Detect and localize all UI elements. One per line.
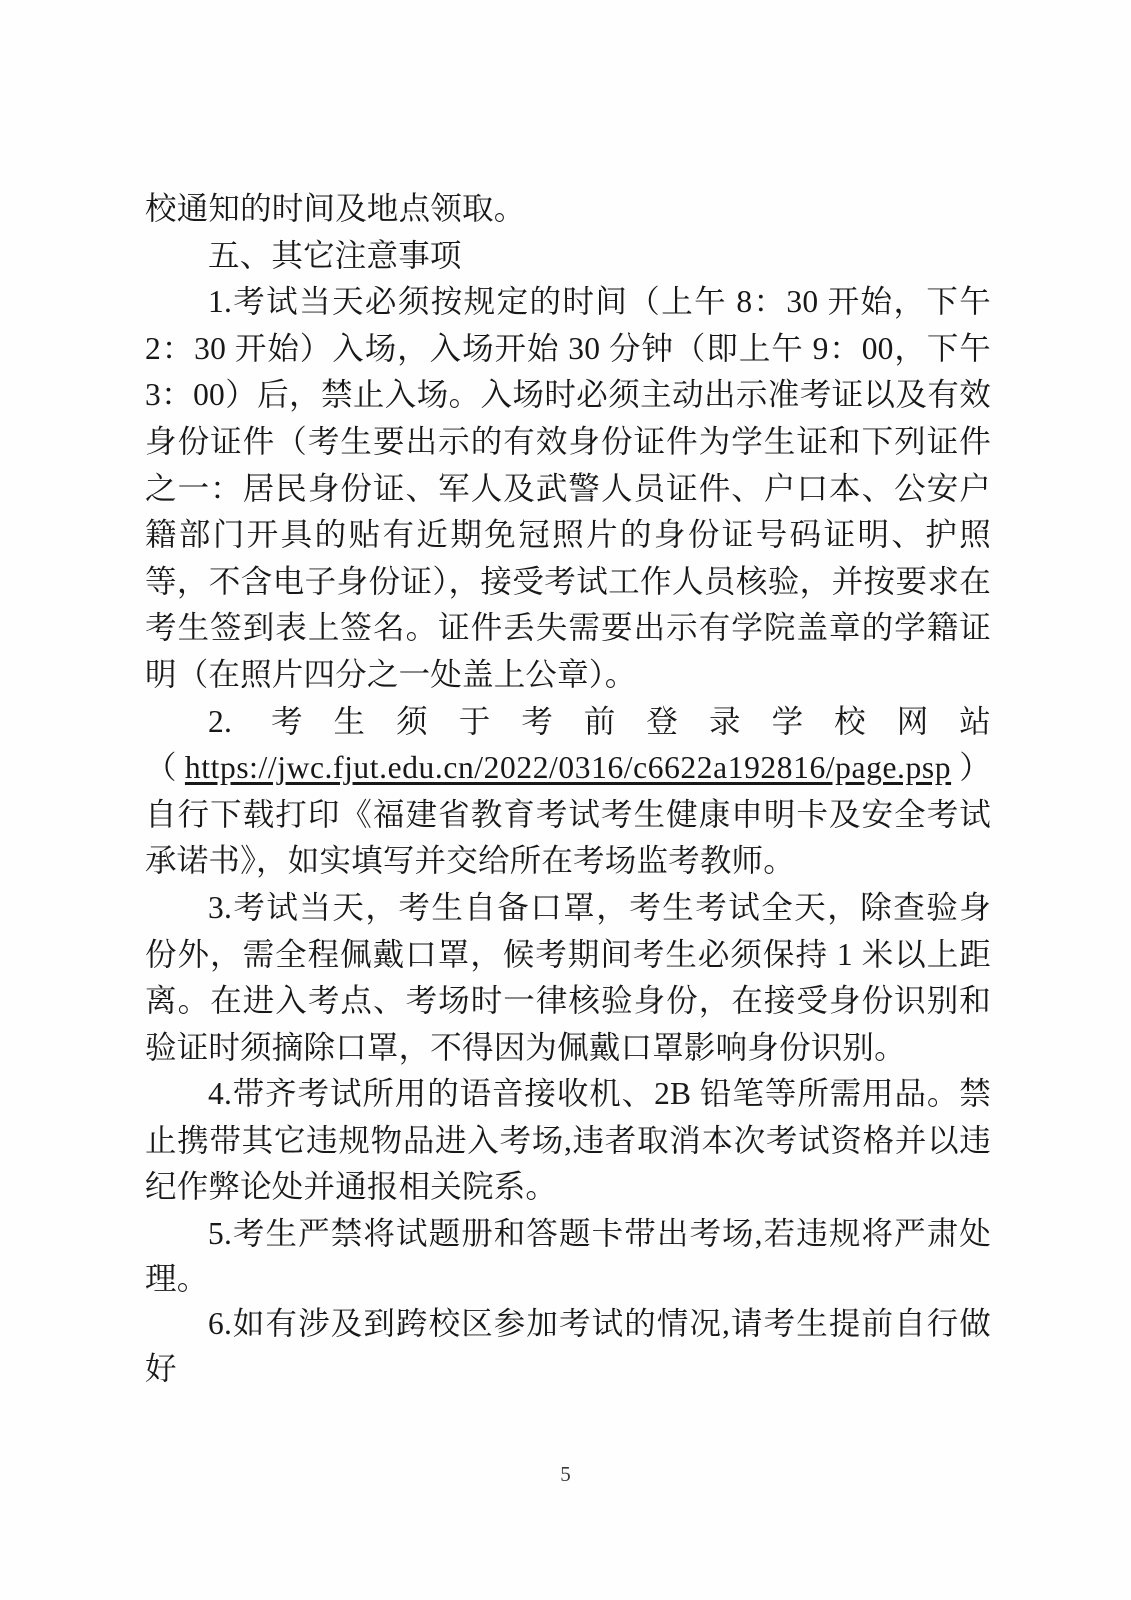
section-heading-five: 五、其它注意事项 [208,237,462,273]
list-item-2-lead: 2. 考生须于考前登录学校网站 [208,703,991,739]
list-item-5: 5.考生严禁将试题册和答题卡带出考场,若违规将严肃处理。 [145,1216,991,1297]
exam-site-url-link[interactable]: https://jwc.fjut.edu.cn/2022/0316/c6622a192816/page.psp [184,750,952,786]
page-number: 5 [560,1462,571,1486]
list-item-6: 6.如有涉及到跨校区参加考试的情况,请考生提前自行做好 [145,1306,991,1387]
paragraph-continuation: 校通知的时间及地点领取。 [145,191,526,226]
list-item-2-tail: 自行下载打印《福建省教育考试考生健康申明卡及安全考试承诺书》，如实填写并交给所在考场监考教师。 [145,796,991,879]
url-close-paren: ） [951,750,991,786]
list-item-3: 3.考试当天，考生自备口罩，考生考试全天，除查验身份外，需全程佩戴口罩，候考期间考生必须保持 1 米以上距离。在进入考点、考场时一律核验身份，在接受身份识别和验证时须摘除口罩，不得因为佩戴口罩影响身份识别。 [145,889,991,1065]
url-open-paren: （ [145,750,185,786]
list-item-2 [145,699,991,885]
document-text-column [145,186,991,1391]
list-item-4: 4.带齐考试所用的语音接收机、2B 铅笔等所需用品。禁止携带其它违规物品进入考场,违者取消本次考试资格并以违纪作弊论处并通报相关院系。 [145,1076,991,1205]
list-item-1: 1.考试当天必须按规定的时间（上午 8：30 开始，下午 2：30 开始）入场，入场开始 30 分钟（即上午 9：00，下午 3：00）后，禁止入场。入场时必须主动出示准考证以及有效身份证件（考生要出示的有效身份证件为学生证和下列证件之一：居民身份证、军人及武警人员证件、户口本、公安户籍部门开具的贴有近期免冠照片的身份证号码证明、护照等，不含电子身份证），接受考试工作人员核验，并按要求在考生签到表上签名。证件丢失需要出示有学院盖章的学籍证明（在照片四分之一处盖上公章）。 [145,284,991,692]
